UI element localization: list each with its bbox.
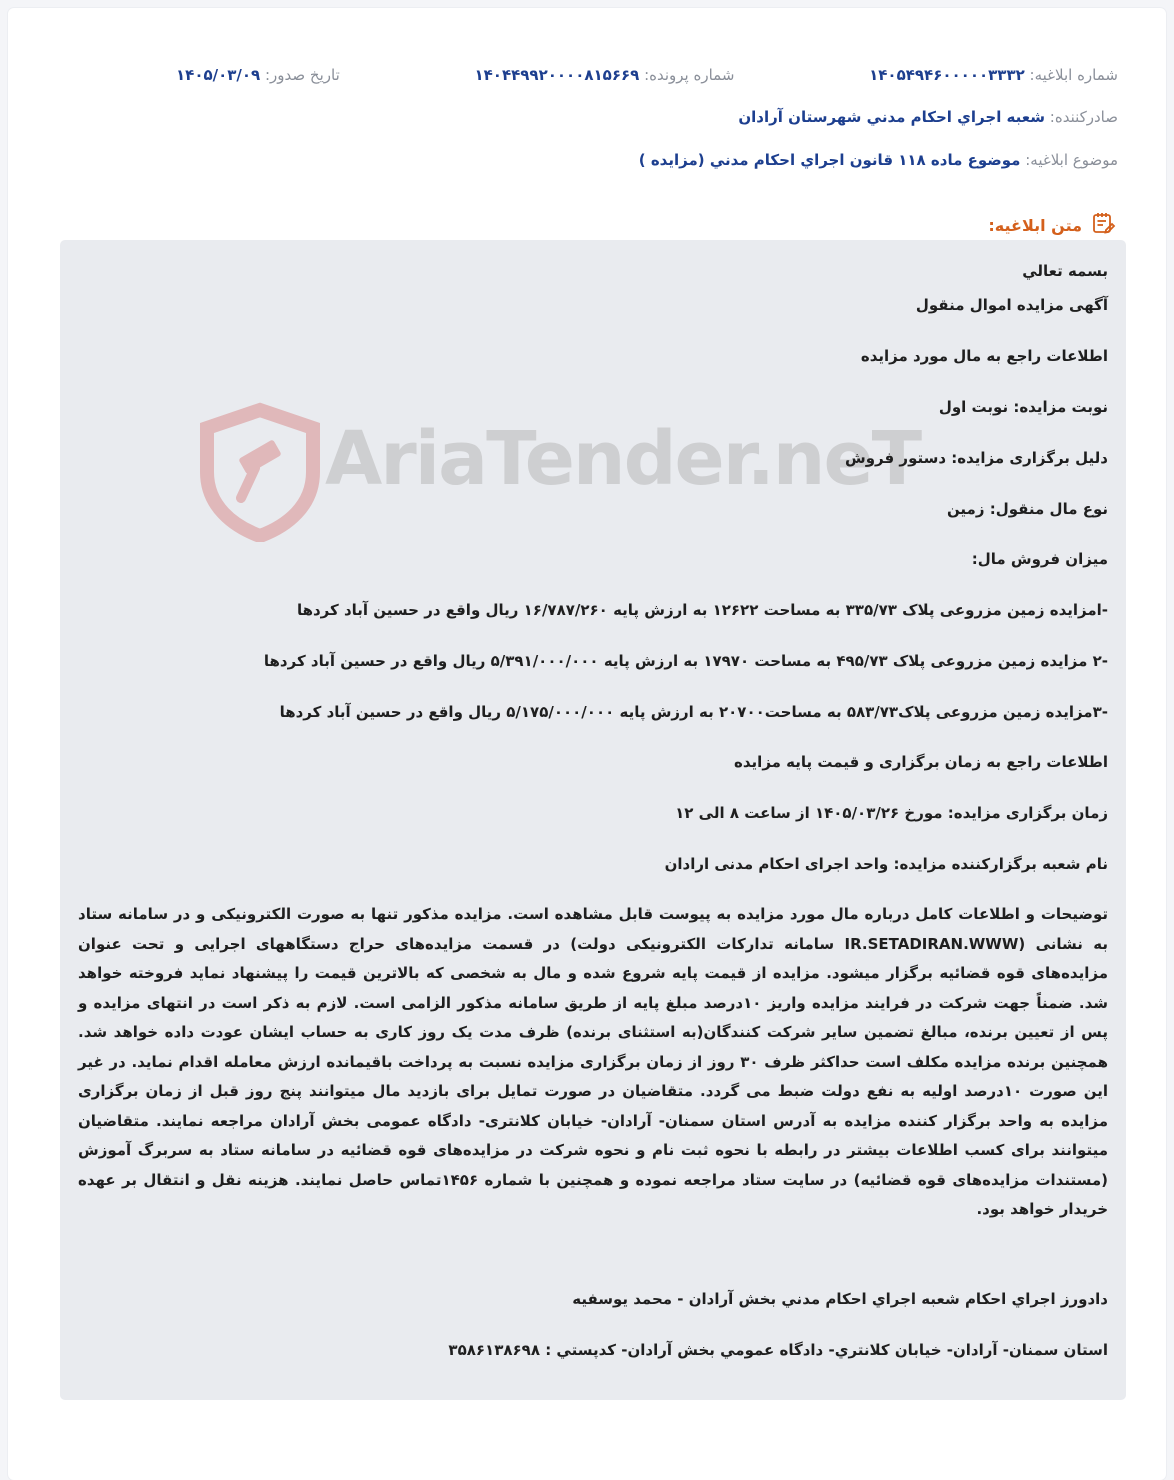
body-line-5: دلیل برگزاری مزایده: دستور فروش [845,449,1108,467]
issuer-row [56,108,1118,126]
section-title [988,210,1116,240]
watermark [195,402,921,542]
notice-content [60,240,1126,1400]
body-line-7: میزان فروش مال: [971,550,1108,568]
subject-label: موضوع ابلاغیه: [1025,151,1118,169]
address-line: استان سمنان- آرادان- خيابان كلانتري- دادگاه عمومي بخش آرادان- كدپستي : ۳۵۸۶۱۳۸۶۹۸ [448,1341,1108,1359]
issue-date-label: تاریخ صدور: [265,66,340,84]
body-line-11: اطلاعات راجع به زمان برگزاری و قیمت پایه مزایده [734,753,1108,771]
body-line-1: بسمه تعالي [1022,262,1108,280]
body-line-4: نوبت مزایده: نوبت اول [938,398,1108,416]
case-number-value: ۱۴۰۴۴۹۹۲۰۰۰۰۸۱۵۶۶۹ [474,66,640,84]
watermark-shield-icon [195,402,325,542]
watermark-text: AriaTender.neT [325,416,921,502]
subject-value: موضوع ماده ۱۱۸ قانون اجراي احكام مدني (مزايده ) [638,151,1021,169]
signature-line: دادورز اجراي احكام شعبه اجراي احكام مدني بخش آرادان - محمد يوسفيه [572,1290,1108,1308]
notice-card [8,8,1166,1480]
issue-date [176,66,340,84]
case-number-label: شماره پرونده: [644,66,735,84]
notice-number-label: شماره ابلاغیه: [1029,66,1118,84]
body-paragraph: توضیحات و اطلاعات کامل درباره مال مورد مزایده به پیوست قابل مشاهده است. مزایده مذکور تنها به صورت الکترونیکی و در سامانه ستاد به نشانی (IR.SETADIRAN.WWW سامانه تدارکات الکترونیکی دولت) در قسمت مزایده‌های حراج دستگاههای اجرایی و تحت عنوان مزایده‌های قوه قضائیه برگزار میشود. مزایده از قیمت پایه شروع شده و مال به شخصی که بالاترین قیمت را پیشنهاد نماید فروخته خواهد شد. ضمناً جهت شرکت در فرایند مزایده واریز ۱۰درصد مبلغ پایه از طریق سامانه مذکور الزامی است. لازم به ذکر است در انتهای مزایده و پس از تعیین برنده، مبالغ تضمین سایر شرکت کنندگان(به استثنای برنده) ظرف مدت یک روز کاری به حساب ایشان عودت داده خواهد شد. همچنین برنده مزایده مکلف است حداکثر ظرف ۳۰ روز از زمان برگزاری مزایده نسبت به پرداخت باقیمانده ارزش معامله اقدام نماید. در غیر این صورت ۱۰درصد اولیه به نفع دولت ضبط می گردد. متقاضیان در صورت تمایل برای بازدید مال میتوانند پنج روز قبل از زمان برگزاری مزایده به واحد برگزار کننده مزایده به آدرس استان سمنان- آرادان- خیابان کلانتری- دادگاه عمومی بخش آرادان مراجعه نمایند. متقاضیان میتوانند برای کسب اطلاعات بیشتر در رابطه با نحوه ثبت نام و نحوه شرکت در مزایده‌های قوه قضائیه در سامانه ستاد به سربرگ آموزش (مستندات مزایده‌های قوه قضائیه) در سایت ستاد مراجعه نموده و همچنین با شماره ۱۴۵۶تماس حاصل نمایند. هزینه نقل و انتقال بر عهده خریدار خواهد بود. [78,905,1109,1218]
notice-meta-row [56,66,1118,84]
notice-number-value: ۱۴۰۵۴۹۴۶۰۰۰۰۰۳۳۳۲ [869,66,1025,84]
notice-number [869,66,1118,84]
body-line-3: اطلاعات راجع به مال مورد مزایده [860,347,1108,365]
body-line-13: نام شعبه برگزارکننده مزایده: واحد اجرای احکام مدنی ارادان [664,855,1108,873]
body-line-2: آگهی مزایده اموال منقول [915,296,1108,314]
notice-document-icon [1090,210,1116,240]
body-line-9: -۲ مزایده زمین مزروعی پلاک ۴۹۵/۷۳ به مساحت ۱۷۹۷۰ به ارزش پایه ۵/۳۹۱/۰۰۰/۰۰۰ ریال واقع در حسین آباد کردها [263,652,1108,670]
body-line-6: نوع مال منقول: زمین [946,500,1108,518]
body-line-12: زمان برگزاری مزایده: مورخ ۱۴۰۵/۰۳/۲۶ از ساعت ۸ الی ۱۲ [675,804,1108,822]
section-title-text: متن ابلاغیه: [988,215,1082,235]
body-line-8: -امزایده زمین مزروعی پلاک ۳۳۵/۷۳ به مساحت ۱۲۶۲۲ به ارزش پایه ۱۶/۷۸۷/۲۶۰ ریال واقع در حسین آباد کردها [296,601,1108,619]
issuer-value: شعبه اجراي احكام مدني شهرستان آرادان [738,108,1045,126]
subject-row [56,151,1118,169]
case-number [474,66,734,84]
body-line-10: -۳مزایده زمین مزروعی پلاک۵۸۳/۷۳ به مساحت۲۰۷۰۰ به ارزش پایه ۵/۱۷۵/۰۰۰/۰۰۰ ریال واقع در حسین آباد کردها [279,703,1108,721]
issuer-label: صادرکننده: [1049,108,1118,126]
issue-date-value: ۱۴۰۵/۰۳/۰۹ [176,66,261,84]
